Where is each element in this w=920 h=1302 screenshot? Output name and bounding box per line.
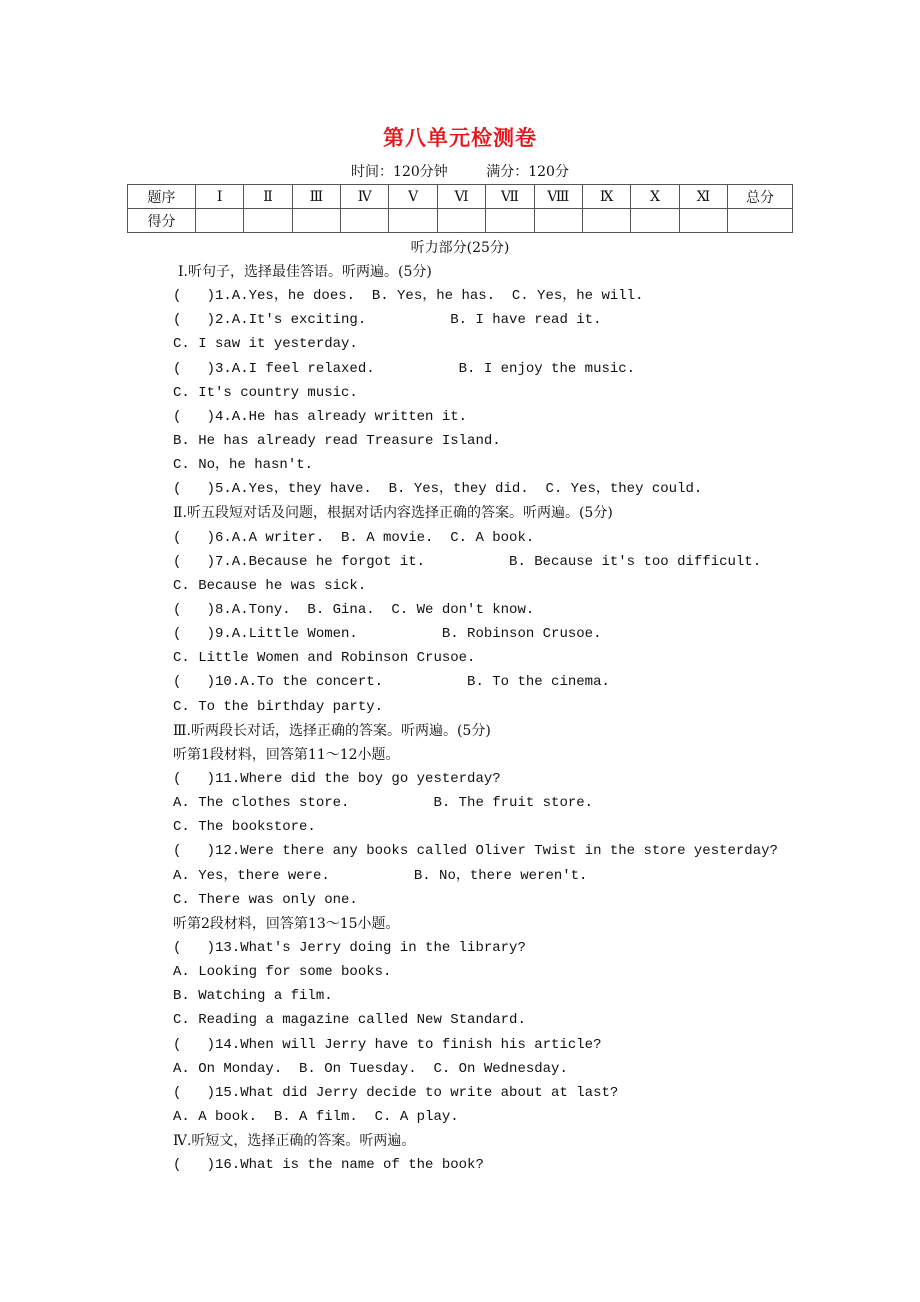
header-cell: Ⅵ <box>437 185 485 209</box>
score-cell <box>244 209 292 233</box>
question-line: A. Yes，there were. B. No，there weren't. <box>173 867 588 884</box>
question-line: ( )14.When will Jerry have to finish his article? <box>173 1036 602 1053</box>
question-line: C. Little Women and Robinson Crusoe. <box>173 650 476 667</box>
score-cell <box>195 209 243 233</box>
header-cell: Ⅸ <box>582 185 630 209</box>
question-line: B. He has already read Treasure Island. <box>173 432 501 449</box>
score-cell <box>292 209 340 233</box>
score-cell <box>631 209 679 233</box>
question-line: A. A book. B. A film. C. A play. <box>173 1108 459 1125</box>
score-cell <box>437 209 485 233</box>
question-line: ( )2.A.It's exciting. B. I have read it. <box>173 312 602 329</box>
question-line: A. Looking for some books. <box>173 964 392 981</box>
question-line: ( )3.A.I feel relaxed. B. I enjoy the music. <box>173 360 636 377</box>
row-label: 得分 <box>128 209 196 233</box>
question-line: ( )11.Where did the boy go yesterday? <box>173 770 501 787</box>
header-cell: 总分 <box>728 185 793 209</box>
question-line: ( )13.What's Jerry doing in the library? <box>173 939 526 956</box>
question-line: C. No，he hasn't. <box>173 457 314 474</box>
question-line: ( )9.A.Little Women. B. Robinson Crusoe. <box>173 626 602 643</box>
question-line: ( )6.A.A writer. B. A movie. C. A book. <box>173 529 535 546</box>
score-cell <box>486 209 534 233</box>
section-heading: Ⅲ.听两段长对话，选择正确的答案。听两遍。(5分) <box>173 722 491 739</box>
exam-time: 时间：120分钟 <box>351 164 448 180</box>
header-cell: Ⅲ <box>292 185 340 209</box>
header-cell: 题序 <box>128 185 196 209</box>
header-cell: Ⅶ <box>486 185 534 209</box>
section-heading: Ⅰ.听句子，选择最佳答语。听两遍。(5分) <box>178 264 432 280</box>
question-line: ( )16.What is the name of the book? <box>173 1157 484 1174</box>
section-heading: 听第2段材料，回答第13～15小题。 <box>173 915 400 932</box>
header-cell: Ⅳ <box>341 185 389 209</box>
page-title: 第八单元检测卷 <box>383 126 537 150</box>
question-line: ( )10.A.To the concert. B. To the cinema. <box>173 674 610 691</box>
header-cell: Ⅴ <box>389 185 437 209</box>
section-heading: Ⅱ.听五段短对话及问题，根据对话内容选择正确的答案。听两遍。(5分) <box>173 505 613 522</box>
score-cell <box>389 209 437 233</box>
score-cell <box>728 209 793 233</box>
question-line: C. The bookstore. <box>173 819 316 836</box>
question-line: ( )7.A.Because he forgot it. B. Because it's too difficult. <box>173 553 762 570</box>
exam-meta <box>0 161 920 181</box>
question-line: B. Watching a film. <box>173 988 333 1005</box>
question-line: C. Because he was sick. <box>173 577 367 594</box>
question-line: C. There was only one. <box>173 891 358 908</box>
question-line: C. I saw it yesterday. <box>173 336 358 353</box>
section-title: 听力部分(25分) <box>410 240 510 256</box>
question-line: C. Reading a magazine called New Standard. <box>173 1012 526 1029</box>
header-cell: Ⅱ <box>244 185 292 209</box>
exam-full-score: 满分：120分 <box>486 164 569 180</box>
question-list <box>173 260 778 1177</box>
question-line: ( )15.What did Jerry decide to write about at last? <box>173 1084 619 1101</box>
question-line: ( )4.A.He has already written it. <box>173 408 468 425</box>
score-table-score-row <box>128 209 793 233</box>
question-line: ( )12.Were there any books called Oliver Twist in the store yesterday? <box>173 843 778 860</box>
score-cell <box>679 209 727 233</box>
score-cell <box>341 209 389 233</box>
question-line: ( )5.A.Yes，they have. B. Yes，they did. C. Yes，they could. <box>173 481 703 498</box>
question-line: C. It's country music. <box>173 384 358 401</box>
question-line: ( )1.A.Yes，he does. B. Yes，he has. C. Yes，he will. <box>173 288 644 305</box>
score-table-header-row <box>128 185 793 209</box>
header-cell: Ⅺ <box>679 185 727 209</box>
question-line: A. On Monday. B. On Tuesday. C. On Wednesday. <box>173 1060 568 1077</box>
question-line: ( )8.A.Tony. B. Gina. C. We don't know. <box>173 601 535 618</box>
header-cell: Ⅹ <box>631 185 679 209</box>
header-cell: Ⅰ <box>195 185 243 209</box>
question-line: C. To the birthday party. <box>173 698 384 715</box>
header-cell: Ⅷ <box>534 185 582 209</box>
score-cell <box>582 209 630 233</box>
section-heading: 听第1段材料，回答第11～12小题。 <box>173 746 400 763</box>
score-table <box>127 184 793 233</box>
question-line: A. The clothes store. B. The fruit store. <box>173 795 594 812</box>
section-heading: Ⅳ.听短文，选择正确的答案。听两遍。 <box>173 1133 416 1150</box>
score-cell <box>534 209 582 233</box>
